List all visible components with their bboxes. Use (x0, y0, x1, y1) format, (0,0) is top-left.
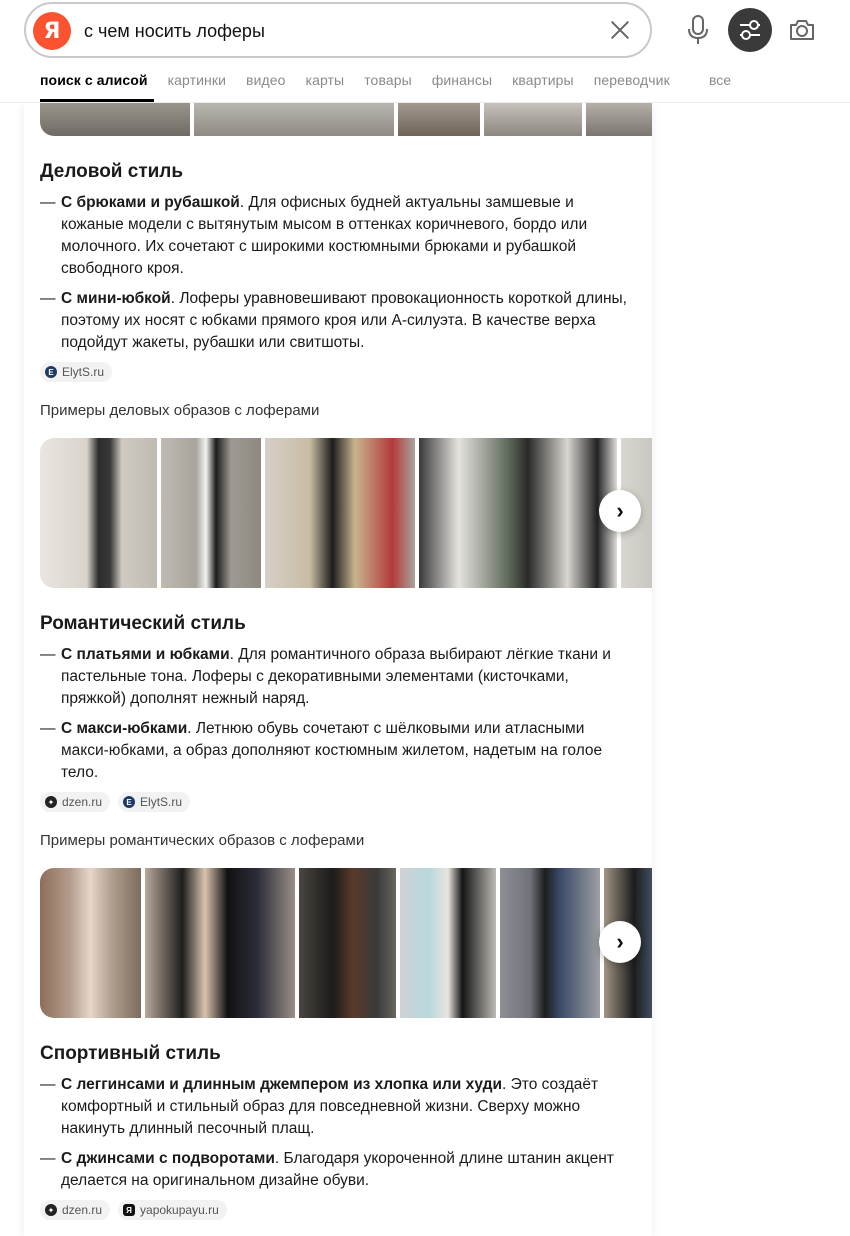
outfit-photo[interactable] (40, 868, 141, 1018)
camera-search-icon[interactable] (788, 16, 816, 44)
section-bullets (40, 192, 630, 362)
source-chip[interactable]: E ElytS.ru (118, 792, 190, 812)
section-title: Деловой стиль (40, 161, 184, 182)
outfit-photo[interactable] (500, 868, 600, 1018)
carousel-next-button[interactable] (599, 921, 641, 963)
source-chip[interactable]: ✦ dzen.ru (40, 792, 110, 812)
tab-finance[interactable]: финансы (431, 72, 493, 88)
source-chip[interactable]: E ElytS.ru (40, 362, 112, 382)
source-chip[interactable]: ✦ dzen.ru (40, 1200, 110, 1220)
site-favicon-icon: ✦ (45, 796, 57, 808)
tab-apartments[interactable]: квартиры (512, 72, 574, 88)
site-favicon-icon: ✦ (45, 1204, 57, 1216)
outfit-photo[interactable] (400, 868, 496, 1018)
sliders-icon (728, 8, 772, 52)
image-strip-top (40, 103, 652, 136)
tab-video[interactable]: видео (246, 72, 286, 88)
image-carousel (40, 868, 652, 1018)
chevron-right-icon: › (616, 498, 624, 523)
list-item: — С брюками и рубашкой. Для офисных будней актуальны замшевые и кожаные модели с вытянутым мысом в оттенках коричневого, бордо или молочного. Их сочетают с широкими костюмными брюками и рубашкой свободного кроя. (40, 194, 588, 277)
list-item: — С макси-юбками. Летнюю обувь сочетают с шёлковыми или атласными макси-юбками, а образ дополняют костюмным жилетом, надетым на голое тело. (40, 720, 603, 781)
site-favicon-icon: Я (123, 1204, 135, 1216)
tab-maps[interactable]: карты (305, 72, 345, 88)
search-tabs (40, 72, 690, 102)
chevron-right-icon: › (616, 929, 624, 954)
outfit-photo[interactable] (194, 103, 394, 136)
outfit-photo[interactable] (484, 103, 582, 136)
list-item: — С мини-юбкой. Лоферы уравновешивают провокационность короткой длины, поэтому их носят с юбками прямого кроя или А-силуэта. В качестве верха подойдут жакеты, рубашки или свитшоты. (40, 290, 627, 351)
outfit-photo[interactable] (419, 438, 617, 588)
sources (40, 1200, 227, 1220)
clear-icon[interactable] (608, 18, 632, 42)
outfit-photo[interactable] (145, 868, 295, 1018)
tab-translator[interactable]: переводчик (593, 72, 670, 88)
microphone-icon[interactable] (686, 14, 710, 46)
list-item: — С платьями и юбками. Для романтичного образа выбирают лёгкие ткани и пастельные тона. Лоферы с декоративными элементами (кисточками, пряжкой) дополнят нежный наряд. (40, 646, 611, 707)
active-tab-indicator (40, 99, 154, 102)
outfit-photo[interactable] (265, 438, 415, 588)
image-carousel (40, 438, 652, 588)
outfit-photo[interactable] (161, 438, 261, 588)
tab-goods[interactable]: товары (364, 72, 412, 88)
outfit-photo[interactable] (40, 103, 190, 136)
outfit-photo[interactable] (398, 103, 480, 136)
tab-alice-search[interactable]: поиск с алисой (40, 72, 148, 88)
carousel-next-button[interactable] (599, 490, 641, 532)
search-input[interactable]: с чем носить лоферы (84, 21, 265, 41)
section-title: Романтический стиль (40, 613, 246, 634)
list-item: — С леггинсами и длинным джемпером из хлопка или худи. Это создаёт комфортный и стильный образ для повседневной жизни. Сверху можно накинуть длинный песочный плащ. (40, 1076, 599, 1137)
outfit-photo[interactable] (40, 438, 157, 588)
filters-button[interactable] (728, 8, 772, 52)
list-item: — С джинсами с подворотами. Благодаря укороченной длине штанин акцент делается на оригинальном дизайне обуви. (40, 1150, 614, 1189)
sources (40, 362, 112, 382)
tab-all[interactable]: все (709, 72, 732, 88)
outfit-photo[interactable] (299, 868, 396, 1018)
site-favicon-icon: E (123, 796, 135, 808)
search-box[interactable] (24, 2, 652, 58)
images-caption: Примеры деловых образов с лоферами (40, 402, 320, 419)
tab-images[interactable]: картинки (167, 72, 227, 88)
answer-card (24, 103, 652, 1236)
outfit-photo[interactable] (586, 103, 652, 136)
section-bullets (40, 1074, 630, 1200)
images-caption: Примеры романтических образов с лоферами (40, 832, 365, 849)
section-title: Спортивный стиль (40, 1043, 221, 1064)
sources (40, 792, 190, 812)
section-bullets (40, 644, 630, 792)
header (0, 0, 850, 103)
site-favicon-icon: E (45, 366, 57, 378)
source-chip[interactable]: Я yapokupayu.ru (118, 1200, 227, 1220)
yandex-logo[interactable]: Я (33, 12, 71, 50)
